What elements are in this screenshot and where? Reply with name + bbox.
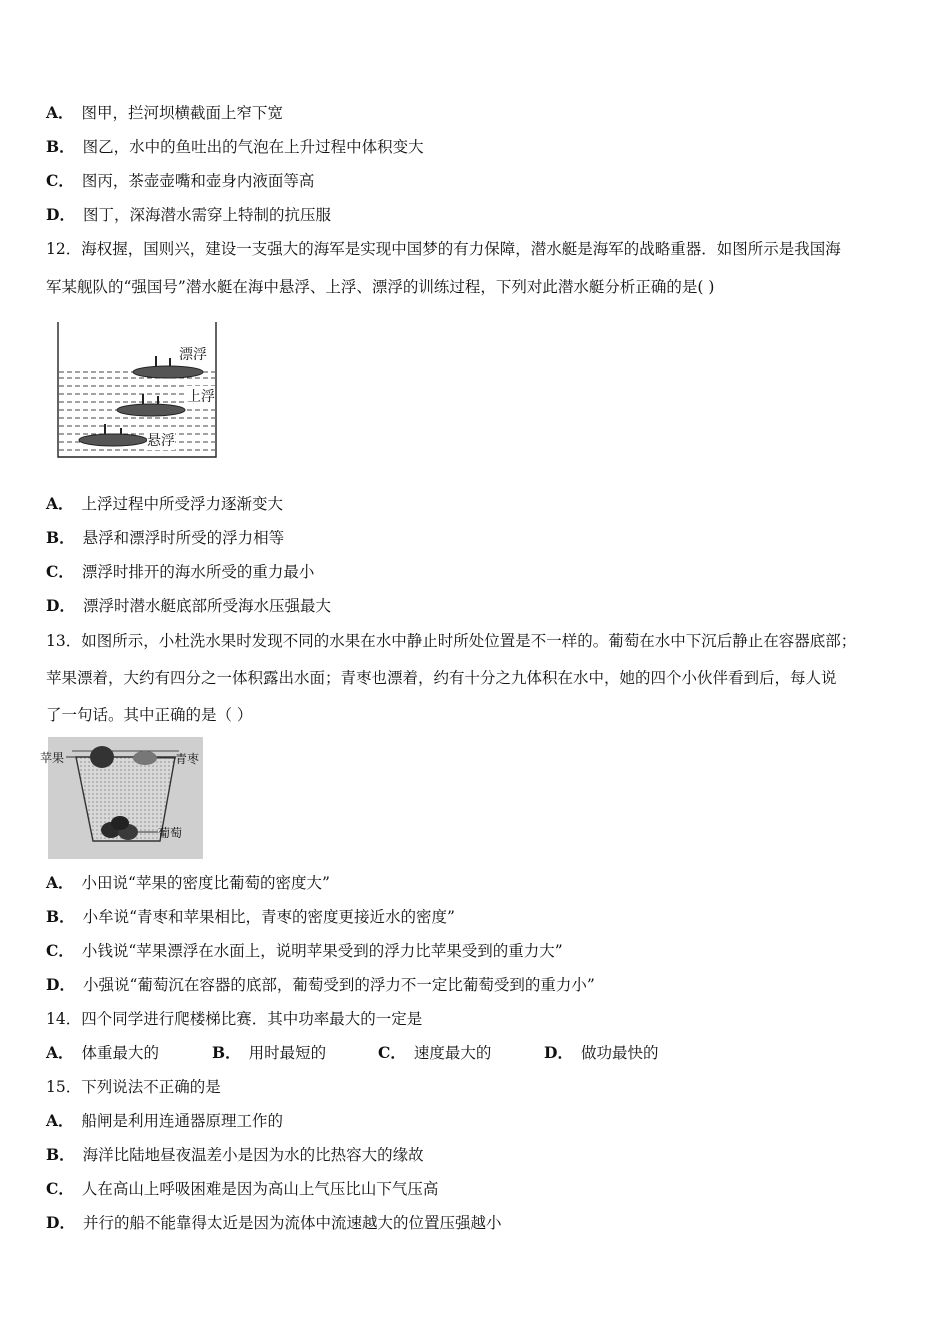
q12-option-a xyxy=(46,494,283,514)
q13-option-b xyxy=(46,907,455,927)
option-label: D． xyxy=(46,596,75,615)
q14-option-c xyxy=(378,1043,544,1063)
q12-stem-line2: 军某舰队的“强国号”潜水艇在海中悬浮、上浮、漂浮的训练过程，下列对此潜水艇分析正确的是( ) xyxy=(46,278,715,296)
option-text: 做功最快的 xyxy=(580,1044,659,1062)
q13-option-a xyxy=(46,873,330,893)
q15-option-c xyxy=(46,1179,438,1199)
option-label: C． xyxy=(46,562,74,581)
q12-option-c xyxy=(46,562,314,582)
option-text: 图丙，茶壶壶嘴和壶身内液面等高 xyxy=(81,172,315,190)
label-grape: 葡萄 xyxy=(158,826,183,840)
option-label: D． xyxy=(46,1213,75,1232)
option-text: 悬浮和漂浮时所受的浮力相等 xyxy=(82,529,285,547)
label-rising: 上浮 xyxy=(187,386,215,406)
q14-option-b xyxy=(212,1043,378,1063)
option-text: 海洋比陆地昼夜温差小是因为水的比热容大的缘故 xyxy=(82,1146,424,1164)
fruit-figure xyxy=(39,737,203,859)
label-apple: 苹果 xyxy=(39,751,64,765)
q11-option-b xyxy=(46,137,424,157)
q11-option-c xyxy=(46,171,314,191)
option-text: 小强说“葡萄沉在容器的底部，葡萄受到的浮力不一定比葡萄受到的重力小” xyxy=(82,976,595,994)
q13-stem-line3: 了一句话。其中正确的是（ ） xyxy=(46,706,253,724)
option-text: 漂浮时排开的海水所受的重力最小 xyxy=(81,563,315,581)
submarine-figure xyxy=(55,320,220,462)
option-text: 体重最大的 xyxy=(81,1044,160,1062)
q15-option-b xyxy=(46,1145,424,1165)
option-label: A． xyxy=(46,494,74,513)
option-label: B． xyxy=(46,137,75,156)
option-label: A． xyxy=(46,103,74,122)
option-label: C． xyxy=(46,1179,74,1198)
option-text: 漂浮时潜水艇底部所受海水压强最大 xyxy=(82,597,331,615)
option-label: C． xyxy=(46,941,74,960)
q15-option-d xyxy=(46,1213,501,1233)
q13-stem-line1: 13．如图所示，小杜洗水果时发现不同的水果在水中静止时所处位置是不一样的。葡萄在水中下沉后静止在容器底部； xyxy=(46,632,857,650)
q12-option-d xyxy=(46,596,331,616)
option-label: B． xyxy=(46,1145,75,1164)
option-label: C． xyxy=(378,1043,406,1062)
q14-options-row xyxy=(46,1043,710,1063)
q11-option-a xyxy=(46,103,283,123)
option-text: 速度最大的 xyxy=(413,1044,492,1062)
option-label: A． xyxy=(46,873,74,892)
option-text: 图丁，深海潜水需穿上特制的抗压服 xyxy=(82,206,331,224)
q12-option-b xyxy=(46,528,284,548)
q12-stem-line1: 12．海权握，国则兴，建设一支强大的海军是实现中国梦的有力保障，潜水艇是海军的战略重器．如图所示是我国海 xyxy=(46,240,841,258)
option-text: 小田说“苹果的密度比葡萄的密度大” xyxy=(81,874,330,892)
option-label: A． xyxy=(46,1043,74,1062)
option-text: 图甲，拦河坝横截面上窄下宽 xyxy=(81,104,284,122)
option-label: B． xyxy=(46,907,75,926)
label-suspended: 悬浮 xyxy=(147,430,175,450)
q14-stem: 14．四个同学进行爬楼梯比赛．其中功率最大的一定是 xyxy=(46,1010,423,1028)
q11-option-d xyxy=(46,205,331,225)
option-text: 小钱说“苹果漂浮在水面上，说明苹果受到的浮力比苹果受到的重力大” xyxy=(81,942,563,960)
option-label: D． xyxy=(544,1043,573,1062)
option-label: B． xyxy=(212,1043,241,1062)
option-text: 图乙，水中的鱼吐出的气泡在上升过程中体积变大 xyxy=(82,138,424,156)
option-label: C． xyxy=(46,171,74,190)
q13-option-d xyxy=(46,975,595,995)
option-text: 用时最短的 xyxy=(248,1044,327,1062)
option-label: B． xyxy=(46,528,75,547)
label-floating: 漂浮 xyxy=(179,344,207,364)
q13-stem-line2: 苹果漂着，大约有四分之一体积露出水面；青枣也漂着，约有十分之九体积在水中，她的四个小伙伴看到后，每人说 xyxy=(46,669,837,687)
q13-option-c xyxy=(46,941,563,961)
option-text: 小牟说“青枣和苹果相比，青枣的密度更接近水的密度” xyxy=(82,908,455,926)
option-text: 船闸是利用连通器原理工作的 xyxy=(81,1112,284,1130)
q14-option-a xyxy=(46,1043,212,1063)
q15-option-a xyxy=(46,1111,283,1131)
option-text: 人在高山上呼吸困难是因为高山上气压比山下气压高 xyxy=(81,1180,439,1198)
option-label: D． xyxy=(46,205,75,224)
option-text: 并行的船不能靠得太近是因为流体中流速越大的位置压强越小 xyxy=(82,1214,502,1232)
option-text: 上浮过程中所受浮力逐渐变大 xyxy=(81,495,284,513)
q14-option-d xyxy=(544,1043,710,1063)
option-label: A． xyxy=(46,1111,74,1130)
label-jujube: 青枣 xyxy=(175,752,200,766)
option-label: D． xyxy=(46,975,75,994)
q15-stem: 15．下列说法不正确的是 xyxy=(46,1078,221,1096)
